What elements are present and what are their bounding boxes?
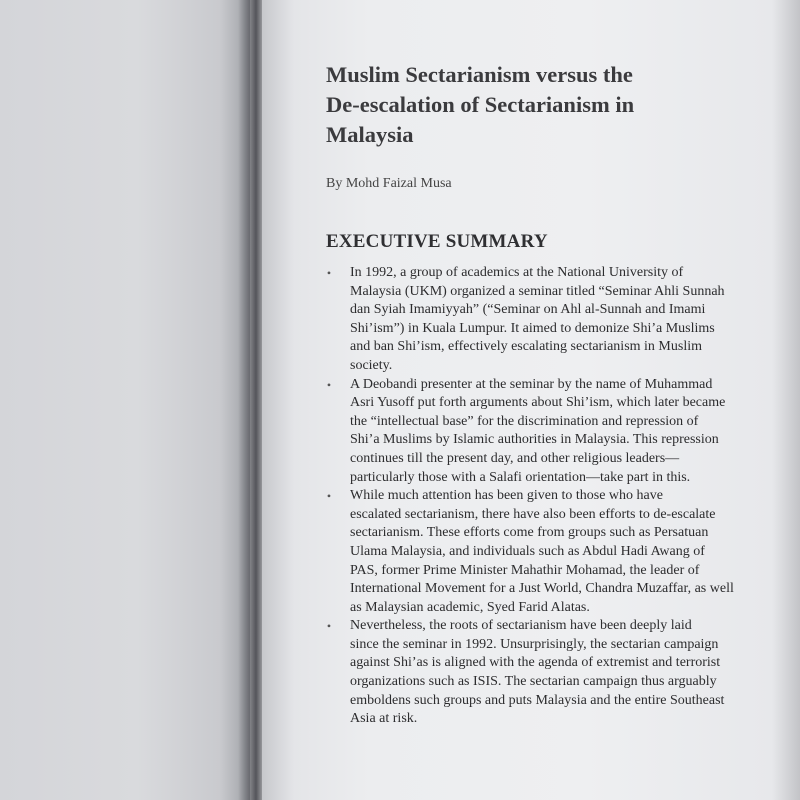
text-line: since the seminar in 1992. Unsurprisingly, the sectarian campaign — [350, 636, 719, 652]
text-line: and ban Shi’ism, effectively escalating sectarianism in Muslim — [350, 339, 702, 355]
text-line: particularly those with a Salafi orientation—take part in this. — [350, 469, 691, 485]
left-page — [0, 0, 250, 800]
list-item — [324, 617, 794, 729]
list-item — [324, 264, 794, 376]
title-line: De-escalation of Sectarianism in — [326, 92, 635, 117]
text-line: sectarianism. These efforts come from groups such as Persatuan — [350, 525, 709, 541]
text-line: continues till the present day, and other religious leaders— — [350, 450, 680, 466]
text-line: against Shi’as is aligned with the agenda of extremist and terrorist — [350, 655, 721, 671]
text-line: Shi’a Muslims by Islamic authorities in Malaysia. This repression — [350, 432, 719, 448]
text-line: as Malaysian academic, Syed Farid Alatas. — [350, 599, 590, 615]
text-line: society. — [350, 357, 393, 373]
title-line: Malaysia — [326, 122, 414, 147]
text-line: Asia at risk. — [350, 711, 418, 727]
summary-list — [324, 264, 794, 729]
text-line: the “intellectual base” for the discrimination and repression of — [350, 413, 699, 429]
text-line: escalated sectarianism, there have also been efforts to de-escalate — [350, 506, 716, 522]
text-line: While much attention has been given to those who have — [350, 488, 663, 504]
title-line: Muslim Sectarianism versus the — [326, 62, 633, 87]
text-line: Ulama Malaysia, and individuals such as Abdul Hadi Awang of — [350, 543, 705, 559]
list-item — [324, 487, 794, 617]
text-line: Asri Yusoff put forth arguments about Shi’ism, which later became — [350, 395, 726, 411]
text-line: dan Syiah Imamiyyah” (“Seminar on Ahl al-Sunnah and Imami — [350, 302, 706, 318]
byline: By Mohd Faizal Musa — [326, 176, 452, 191]
text-line: A Deobandi presenter at the seminar by the name of Muhammad — [350, 376, 713, 392]
text-line: PAS, former Prime Minister Mahathir Mohamad, the leader of — [350, 562, 700, 578]
text-line: emboldens such groups and puts Malaysia and the entire Southeast — [350, 692, 725, 708]
bullet-icon: • — [326, 489, 332, 504]
list-item — [324, 376, 794, 488]
text-line: In 1992, a group of academics at the National University of — [350, 265, 684, 280]
text-line: organizations such as ISIS. The sectarian campaign thus arguably — [350, 674, 717, 690]
bullet-icon: • — [326, 377, 332, 392]
text-line: Shi’ism”) in Kuala Lumpur. It aimed to demonize Shi’a Muslims — [350, 320, 715, 336]
document-title — [326, 60, 746, 150]
section-heading: EXECUTIVE SUMMARY — [326, 231, 548, 252]
right-page — [262, 0, 800, 800]
bullet-icon: • — [326, 266, 332, 280]
text-line: Nevertheless, the roots of sectarianism have been deeply laid — [350, 618, 692, 634]
text-line: Malaysia (UKM) organized a seminar titled “Seminar Ahli Sunnah — [350, 283, 725, 299]
bullet-icon: • — [326, 619, 332, 634]
text-line: International Movement for a Just World, Chandra Muzaffar, as well — [350, 581, 734, 597]
